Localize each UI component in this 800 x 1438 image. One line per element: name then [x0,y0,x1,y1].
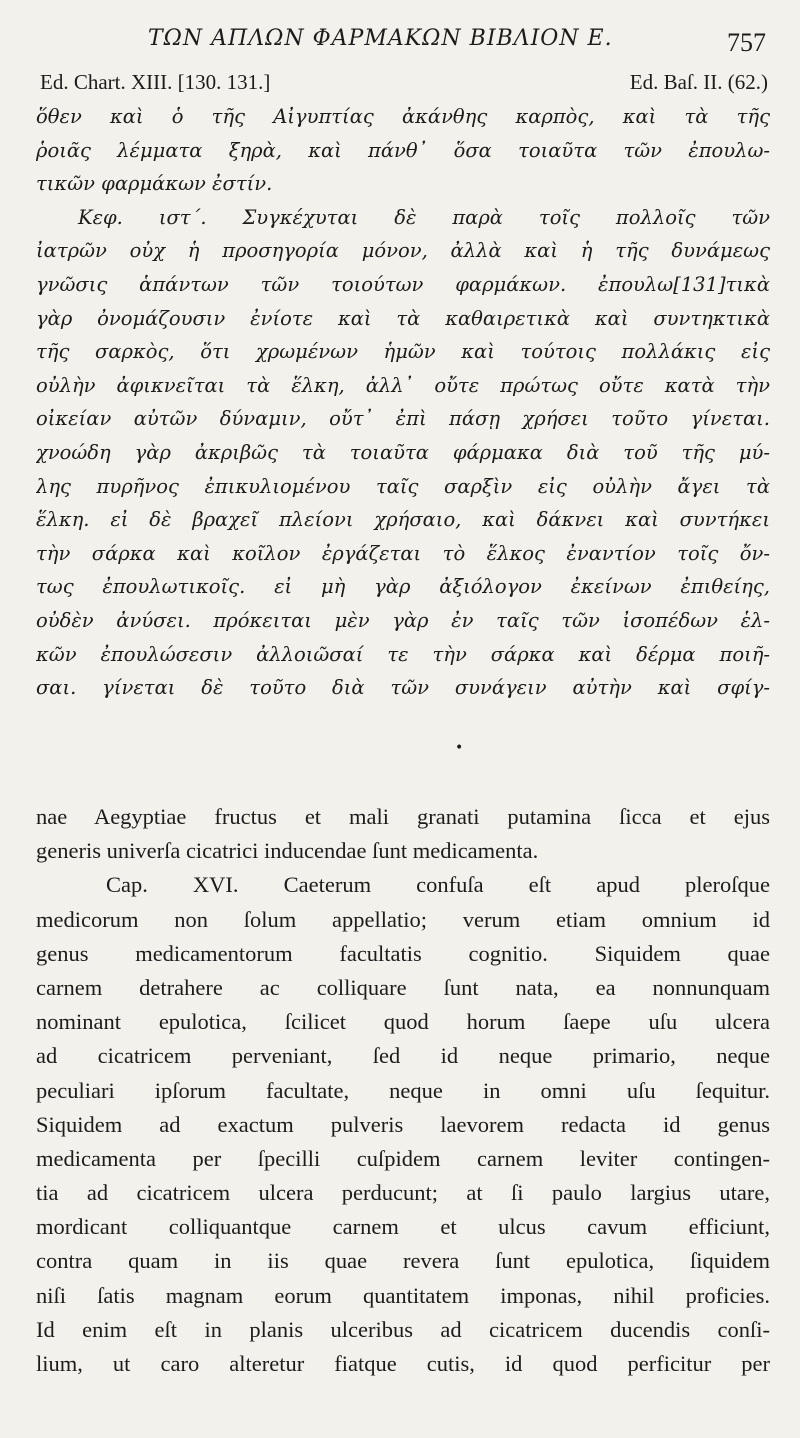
greek-text-column [36,100,770,705]
latin-line: tia ad cicatricem ulcera perducunt; at ſi paulo largius utare, [36,1180,770,1206]
edition-references [40,70,768,98]
greek-line: σαι. γίνεται δὲ τοῦτο διὰ τῶν συνάγειν αὐτὴν καὶ σφίγ- [36,676,770,700]
greek-line: τως ἐπουλωτικοῖς. εἰ μὴ γὰρ ἀξιόλογον ἐκείνων ἐπιθείης, [36,575,770,599]
running-head [0,26,800,60]
latin-line: niſi ſatis magnam eorum quantitatem imponas, nihil proficies. [36,1282,770,1308]
latin-line: mordicant colliquantque carnem et ulcus cavum efficiunt, [36,1214,770,1240]
latin-line: contra quam in iis quae revera ſunt epulotica, ſiquidem [36,1248,770,1274]
greek-line: ἰατρῶν οὐχ ἡ προσηγορία μόνον, ἀλλὰ καὶ ἡ τῆς δυνάμεως [36,239,770,263]
latin-line: Id enim eſt in planis ulceribus ad cicatricem ducendis conſi- [36,1316,770,1342]
latin-text-column [36,800,770,1381]
greek-line: ἕλκη. εἰ δὲ βραχεῖ πλείονι χρήσαιο, καὶ δάκνει καὶ συντήκει [36,508,770,532]
greek-line: οὐδὲν ἀνύσει. πρόκειται μὲν γὰρ ἐν ταῖς τῶν ἰσοπέδων ἑλ- [36,608,770,632]
running-title: ΤΩΝ ΑΠΛΩΝ ΦΑΡΜΑΚΩΝ ΒΙΒΛΙΟΝ Ε. [148,26,613,51]
latin-line: genus medicamentorum facultatis cognitio. Siquidem quae [36,940,770,966]
latin-chapter-heading-line: Cap. XVI. Caeterum confuſa eſt apud pleroſque [106,872,770,898]
greek-chapter-heading-line: Κεφ. ιστ΄. Συγκέχυται δὲ παρὰ τοῖς πολλοῖς τῶν [78,205,770,229]
latin-line: Siquidem ad exactum pulveris laevorem redacta id genus [36,1111,770,1137]
separator-mark: • [455,740,464,756]
latin-line: medicamenta per ſpecilli cuſpidem carnem leviter contingen- [36,1145,770,1171]
greek-line: ῥοιᾶς λέμματα ξηρὰ, καὶ πάνθ᾽ ὅσα τοιαῦτα τῶν ἐπουλω- [36,138,770,162]
greek-line: γὰρ ὀνομάζουσιν ἐνίοτε καὶ τὰ καθαιρετικὰ καὶ συντηκτικὰ [36,306,770,330]
edition-chartier-ref: Ed. Chart. XIII. [130. 131.] [40,70,271,94]
greek-line: ὅθεν καὶ ὁ τῆς Αἰγυπτίας ἀκάνθης καρπὸς, καὶ τὰ τῆς [36,105,770,128]
greek-line: χνοώδη γὰρ ἀκριβῶς τὰ τοιαῦτα φάρμακα διὰ τοῦ τῆς μύ- [36,440,770,464]
latin-line: generis univerſa cicatrici inducendae ſunt medicamenta. [36,838,539,864]
greek-line: τῆς σαρκὸς, ὅτι χρωμένων ἡμῶν καὶ τούτοις πολλάκις εἰς [36,340,770,364]
latin-line: carnem detrahere ac colliquare ſunt nata, ea nonnunquam [36,974,770,1000]
greek-line: κῶν ἐπουλώσεσιν ἀλλοιῶσαί τε τὴν σάρκα καὶ δέρμα ποιῆ- [36,642,770,666]
latin-line: lium, ut caro alteretur fiatque cutis, id quod perficitur per [36,1351,770,1376]
greek-line: λης πυρῆνος ἐπικυλιομένου ταῖς σαρξὶν εἰς οὐλὴν ἄγει τὰ [36,474,770,498]
greek-line: οἰκείαν αὐτῶν δύναμιν, οὔτ᾽ ἐπὶ πάσῃ χρήσει τοῦτο γίνεται. [36,407,770,431]
latin-line: medicorum non ſolum appellatio; verum etiam omnium id [36,906,770,932]
latin-line: ad cicatricem perveniant, ſed id neque primario, neque [36,1043,770,1069]
greek-line: γνῶσις ἁπάντων τῶν τοιούτων φαρμάκων. ἐπουλω[131]τικὰ [36,272,770,296]
edition-basel-ref: Ed. Baſ. II. (62.) [629,70,768,94]
latin-line: nominant epulotica, ſcilicet quod horum ſaepe uſu ulcera [36,1009,770,1035]
page-number: 757 [727,28,766,57]
latin-line: peculiari ipſorum facultate, neque in omni uſu ſequitur. [36,1077,770,1103]
greek-line: οὐλὴν ἀφικνεῖται τὰ ἕλκη, ἀλλ᾽ οὔτε πρώτως οὔτε κατὰ τὴν [36,373,770,397]
latin-line: nae Aegyptiae fructus et mali granati putamina ſicca et ejus [36,804,770,829]
greek-line: τικῶν φαρμάκων ἐστίν. [36,172,273,196]
greek-line: τὴν σάρκα καὶ κοῖλον ἐργάζεται τὸ ἕλκος ἐναντίον τοῖς ὄν- [36,541,770,565]
